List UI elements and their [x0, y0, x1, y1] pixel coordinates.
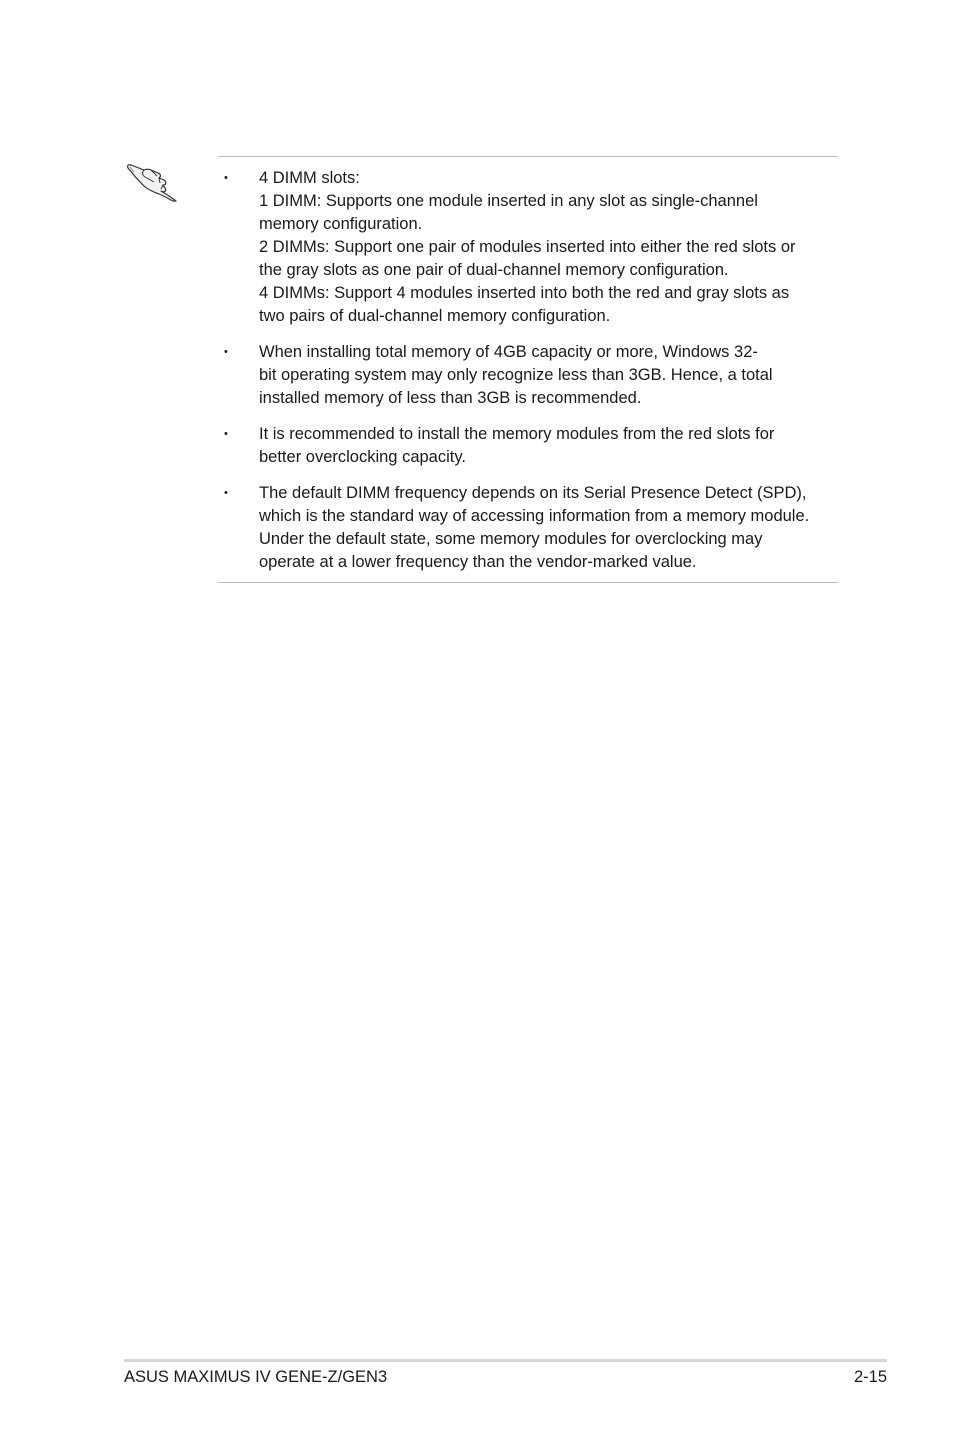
- bullet-icon: •: [224, 346, 228, 358]
- note-list: [218, 167, 838, 587]
- list-item: [218, 482, 838, 574]
- text-line: 1 DIMM: Supports one module inserted in any slot as single-channel: [259, 192, 758, 210]
- text-line: 4 DIMMs: Support 4 modules inserted into both the red and gray slots as: [259, 284, 790, 302]
- bullet-icon: •: [224, 172, 228, 184]
- text-line: two pairs of dual-channel memory configuration.: [259, 307, 611, 325]
- list-item: [218, 167, 838, 328]
- list-item-text: [259, 423, 838, 469]
- list-item: [218, 341, 838, 410]
- bullet-icon: •: [224, 487, 228, 499]
- list-item-text: [259, 167, 838, 328]
- footer-product-name: ASUS MAXIMUS IV GENE-Z/GEN3: [124, 1368, 388, 1386]
- text-line: better overclocking capacity.: [259, 448, 466, 466]
- footer-divider: [124, 1359, 887, 1362]
- text-line: the gray slots as one pair of dual-channel memory configuration.: [259, 261, 729, 279]
- text-line: which is the standard way of accessing information from a memory module.: [259, 507, 810, 525]
- text-line: When installing total memory of 4GB capacity or more, Windows 32-: [259, 343, 758, 361]
- pointing-hand-icon: [124, 158, 180, 202]
- text-line: 4 DIMM slots:: [259, 169, 360, 187]
- text-line: It is recommended to install the memory modules from the red slots for: [259, 425, 775, 443]
- bullet-icon: •: [224, 428, 228, 440]
- text-line: memory configuration.: [259, 215, 423, 233]
- note-box: [218, 156, 838, 583]
- text-line: operate at a lower frequency than the vendor-marked value.: [259, 553, 697, 571]
- text-line: installed memory of less than 3GB is recommended.: [259, 389, 642, 407]
- footer-page-number: 2-15: [853, 1368, 887, 1386]
- text-line: Under the default state, some memory modules for overclocking may: [259, 530, 763, 548]
- text-line: 2 DIMMs: Support one pair of modules inserted into either the red slots or: [259, 238, 796, 256]
- text-line: The default DIMM frequency depends on its Serial Presence Detect (SPD),: [259, 484, 807, 502]
- list-item-text: [259, 341, 838, 410]
- list-item: [218, 423, 838, 469]
- text-line: bit operating system may only recognize less than 3GB. Hence, a total: [259, 366, 773, 384]
- list-item-text: [259, 482, 838, 574]
